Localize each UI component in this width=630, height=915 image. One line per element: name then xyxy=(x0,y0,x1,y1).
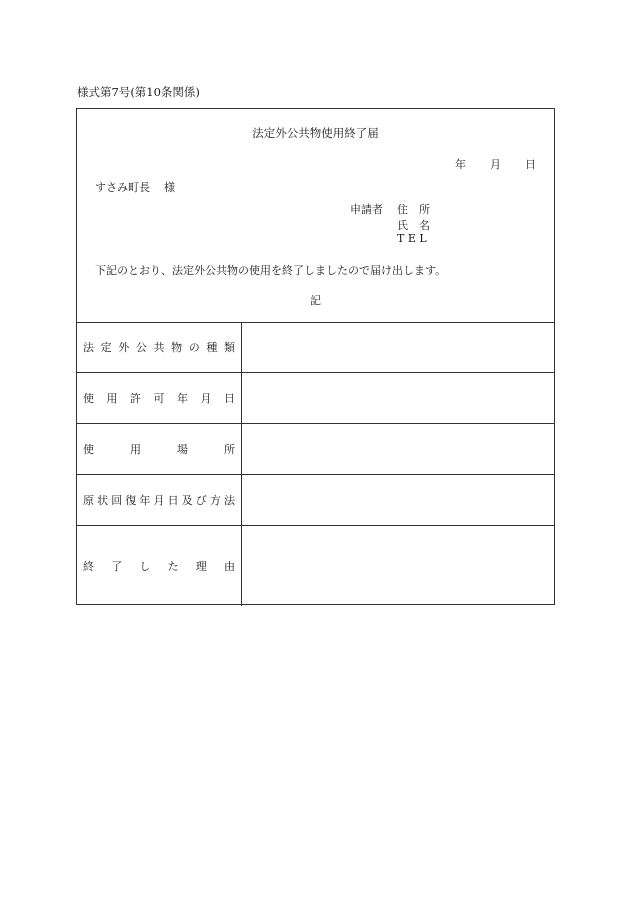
row-label xyxy=(77,373,242,423)
table-row xyxy=(77,373,554,424)
row-label xyxy=(77,526,242,606)
ki-heading: 記 xyxy=(310,294,321,307)
row-value-field[interactable] xyxy=(242,526,554,606)
row-value-field[interactable] xyxy=(242,424,554,474)
row-label xyxy=(77,322,242,372)
form-title: 法定外公共物使用終了届 xyxy=(252,126,379,140)
row-value-field[interactable] xyxy=(242,322,554,372)
detail-table xyxy=(77,322,554,606)
addressee-honorific: 様 xyxy=(164,181,175,194)
row-label-text: 法定外公共物の種類 xyxy=(83,341,235,354)
row-label xyxy=(77,424,242,474)
row-label-text: 終了した理由 xyxy=(83,560,235,573)
date-line xyxy=(455,156,536,172)
table-row xyxy=(77,424,554,475)
date-day-label: 日 xyxy=(525,158,536,171)
table-row xyxy=(77,526,554,606)
addressee-name: すさみ町長 xyxy=(95,181,150,194)
date-year-label: 年 xyxy=(455,158,466,171)
form-header xyxy=(77,109,554,323)
applicant-label: 申請者 xyxy=(350,203,383,216)
intro-text: 下記のとおり、法定外公共物の使用を終了しましたので届け出します。 xyxy=(95,264,447,277)
row-value-field[interactable] xyxy=(242,475,554,525)
row-label-text: 使用場所 xyxy=(83,443,235,456)
form-frame xyxy=(76,108,555,605)
form-number: 様式第7号(第10条関係) xyxy=(77,85,200,99)
row-label-text: 使用許可年月日 xyxy=(83,392,235,405)
date-month-label: 月 xyxy=(490,158,501,171)
table-row xyxy=(77,322,554,373)
applicant-address-label: 住 所 xyxy=(397,203,430,216)
addressee xyxy=(95,179,175,195)
row-label-text: 原状回復年月日及び方法 xyxy=(83,494,235,507)
table-row xyxy=(77,475,554,526)
row-value-field[interactable] xyxy=(242,373,554,423)
applicant-name-label: 氏 名 xyxy=(397,219,430,232)
applicant-tel-label: T E L xyxy=(397,232,427,245)
row-label xyxy=(77,475,242,525)
